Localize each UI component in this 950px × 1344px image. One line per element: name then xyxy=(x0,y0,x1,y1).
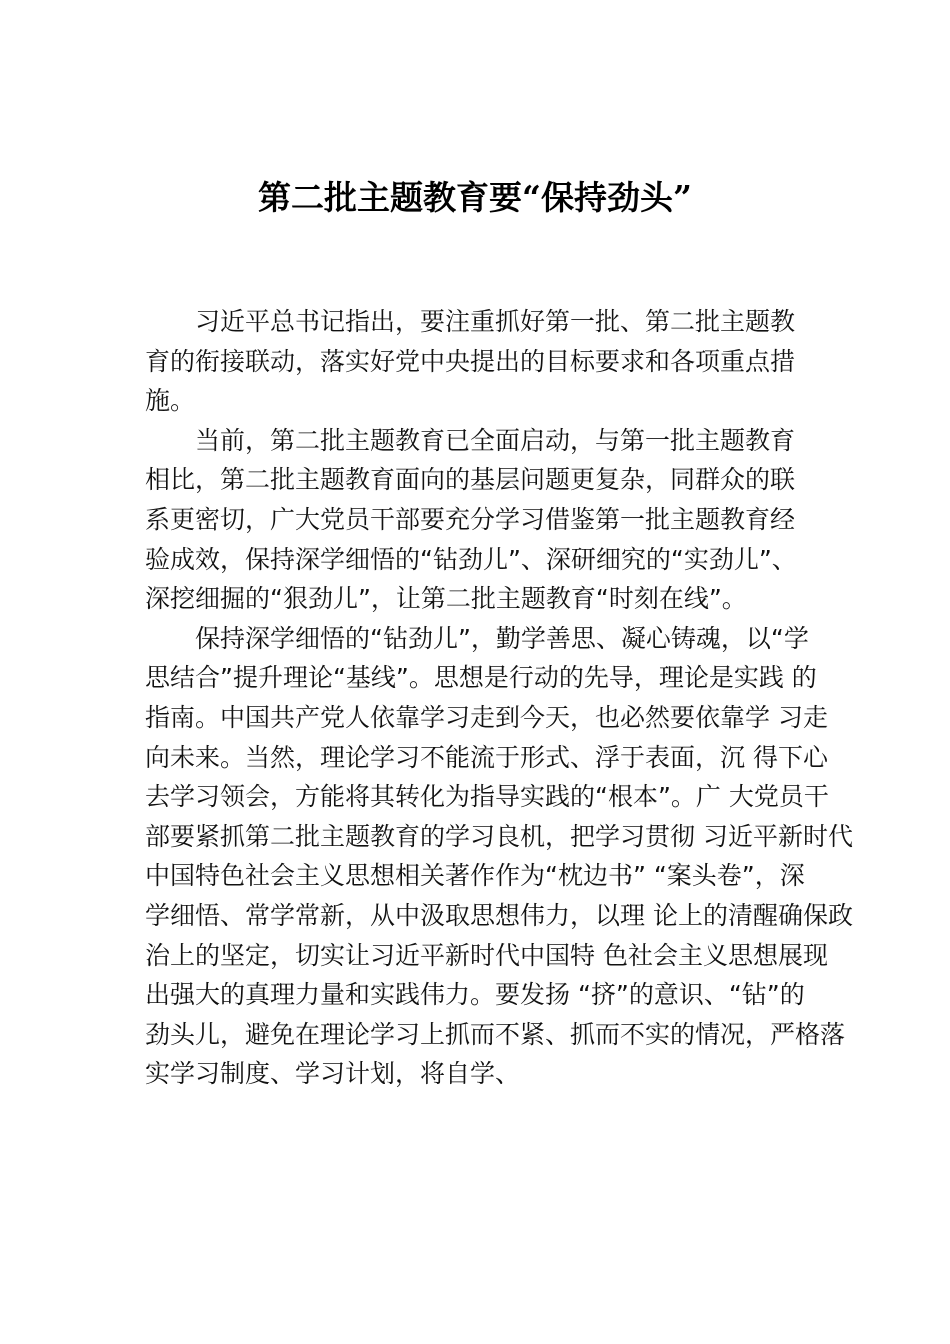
body-line: 思结合”提升理论“基线”。思想是行动的先导，理论是实践 的 xyxy=(145,663,817,693)
body-line: 验成效，保持深学细悟的“钻劲儿”、深研细究的“实劲儿”、 xyxy=(145,544,797,574)
body-line: 治上的坚定，切实让习近平新时代中国特 色社会主义思想展现 xyxy=(145,940,828,970)
body-line: 当前，第二批主题教育已全面启动，与第一批主题教育 xyxy=(195,425,796,455)
body-line: 学细悟、常学常新，从中汲取思想伟力，以理 论上的清醒确保政 xyxy=(145,900,853,930)
body-line: 向未来。当然，理论学习不能流于形式、浮于表面，沉 得下心 xyxy=(145,742,828,772)
body-line: 系更密切，广大党员干部要充分学习借鉴第一批主题教育经 xyxy=(145,504,796,534)
body-line: 去学习领会，方能将其转化为指导实践的“根本”。广 大党员干 xyxy=(145,782,829,812)
document-body xyxy=(145,302,853,1094)
body-line: 劲头儿，避免在理论学习上抓而不紧、抓而不实的情况，严格落 xyxy=(145,1019,846,1049)
body-line: 施。 xyxy=(145,386,196,416)
body-line: 习近平总书记指出，要注重抓好第一批、第二批主题教 xyxy=(195,307,796,336)
body-line: 指南。中国共产党人依靠学习走到今天，也必然要依靠学 习走 xyxy=(145,702,828,732)
document-title: 第二批主题教育要“保持劲头” xyxy=(258,178,692,217)
body-line: 相比，第二批主题教育面向的基层问题更复杂，同群众的联 xyxy=(145,465,796,495)
body-line: 保持深学细悟的“钻劲儿”，勤学善思、凝心铸魂，以“学 xyxy=(195,623,809,653)
body-line: 部要紧抓第二批主题教育的学习良机，把学习贯彻 习近平新时代 xyxy=(145,821,853,851)
body-line: 实学习制度、学习计划，将自学、 xyxy=(145,1059,521,1089)
body-line: 深挖细掘的“狠劲儿”，让第二批主题教育“时刻在线”。 xyxy=(145,584,747,614)
body-line: 中国特色社会主义思想相关著作作为“枕边书” “案头卷”，深 xyxy=(145,861,805,891)
body-line: 育的衔接联动，落实好党中央提出的目标要求和各项重点措 xyxy=(145,346,796,376)
body-line: 出强大的真理力量和实践伟力。要发扬 “挤”的意识、“钻”的 xyxy=(145,980,805,1010)
